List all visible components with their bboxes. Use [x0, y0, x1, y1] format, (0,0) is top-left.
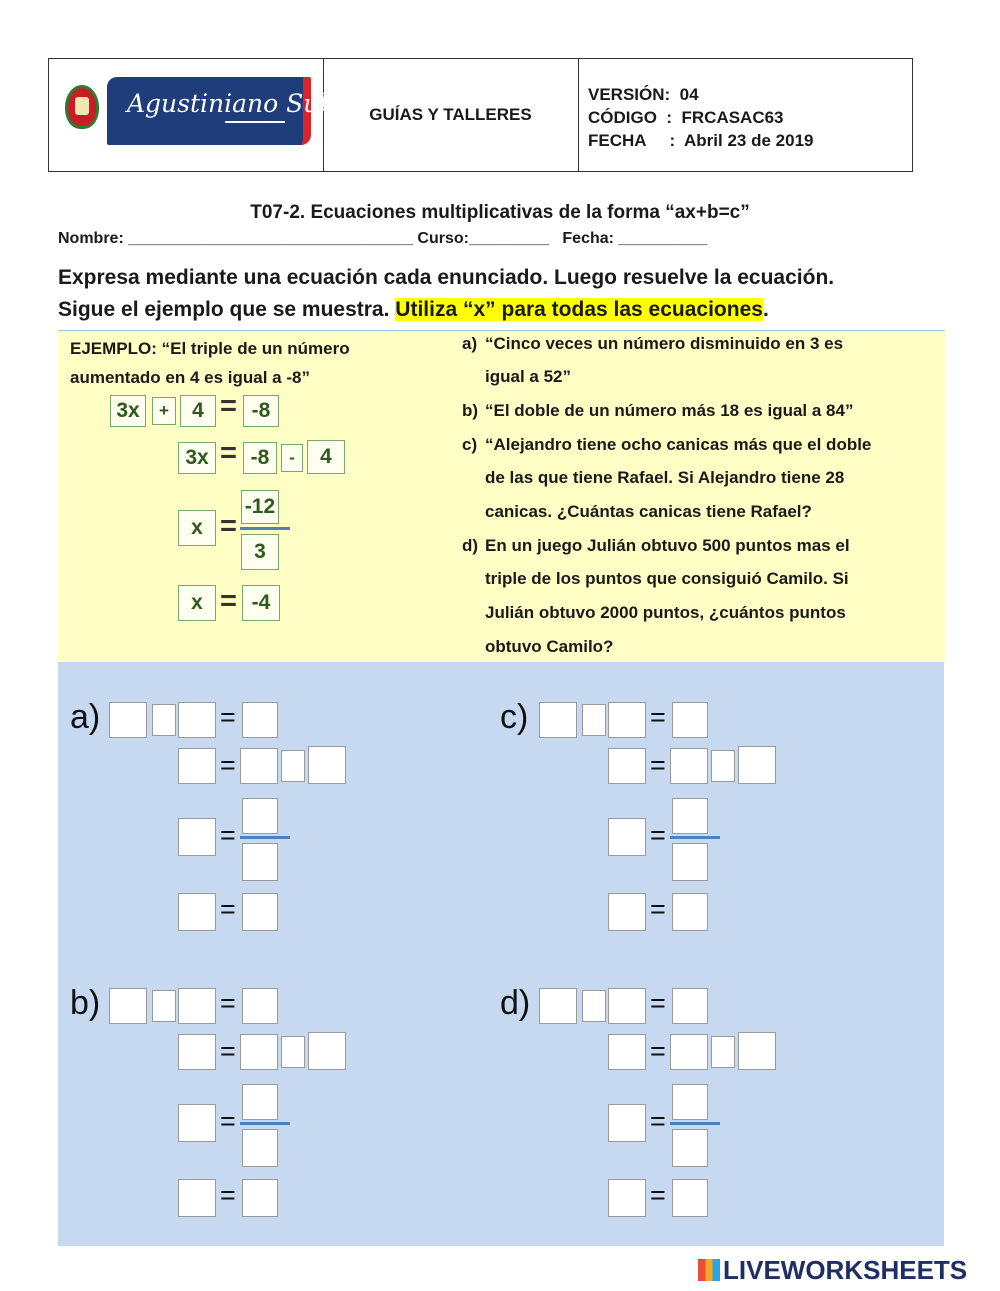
problem-c-line-3: canicas. ¿Cuántas canicas tiene Rafael? [485, 502, 812, 521]
problem-c [462, 428, 871, 462]
answer-d-row2-rhs[interactable] [670, 1034, 708, 1070]
meta-cell [579, 59, 913, 171]
answer-d-row2-const[interactable] [738, 1032, 776, 1070]
answer-d-row3-denominator[interactable] [672, 1129, 708, 1167]
answer-b-row4-rhs[interactable] [242, 1179, 278, 1217]
student-fields: Nombre: ________________________________ Curso:_________ Fecha: __________ [58, 230, 708, 247]
answer-c-fraction-bar [670, 836, 720, 839]
answer-d-label: d) [500, 984, 531, 1022]
example-step4-equals: = [220, 585, 237, 617]
example-step3-numerator: -12 [241, 490, 279, 524]
logo-cell [49, 59, 351, 171]
problem-a-line-2: igual a 52” [485, 367, 571, 386]
example-step3-denominator: 3 [241, 534, 279, 570]
logo-text: Agustiniano Suba [127, 89, 351, 118]
problem-b [462, 394, 853, 428]
answer-c-row3-numerator[interactable] [672, 798, 708, 834]
answer-c-row3-term[interactable] [608, 818, 646, 856]
answer-c-row2-op[interactable] [711, 750, 735, 782]
answer-c-row2-term[interactable] [608, 748, 646, 784]
answer-a-row2-equals: = [220, 750, 236, 780]
section-cell: GUÍAS Y TALLERES [323, 59, 579, 171]
answer-d-row3-term[interactable] [608, 1104, 646, 1142]
answer-d-row4-term[interactable] [608, 1179, 646, 1217]
example-step2-rhs: -8 [243, 442, 277, 474]
answer-b-row4-term[interactable] [178, 1179, 216, 1217]
answer-a-fraction-bar [240, 836, 290, 839]
answer-b-row3-term[interactable] [178, 1104, 216, 1142]
answer-c-row1-equals: = [650, 702, 666, 732]
answer-c-row4-rhs[interactable] [672, 893, 708, 931]
problem-c-line-2: de las que tiene Rafael. Si Alejandro tiene 28 [485, 468, 845, 487]
problem-b-letter: b) [462, 401, 479, 420]
example-step1-rhs: -8 [243, 395, 279, 427]
answer-c-row2-const[interactable] [738, 746, 776, 784]
header-table [48, 58, 913, 172]
answer-a-row3-numerator[interactable] [242, 798, 278, 834]
problem-d-line-3: Julián obtuvo 2000 puntos, ¿cuántos puntos [485, 603, 846, 622]
problem-c-line-1: “Alejandro tiene ocho canicas más que el doble [485, 435, 872, 454]
problem-a-line-1: “Cinco veces un número disminuido en 3 es [485, 334, 844, 353]
answer-b-row1-rhs[interactable] [242, 988, 278, 1024]
answer-c-row1-term[interactable] [539, 702, 577, 738]
answer-d-row1-equals: = [650, 988, 666, 1018]
code-text: CÓDIGO : FRCASAC63 [588, 108, 784, 127]
brand-text: LIVEWORKSHEETS [723, 1255, 968, 1285]
example-step1-equals: = [220, 390, 237, 422]
problem-d-line-1: En un juego Julián obtuvo 500 puntos mas el [485, 536, 850, 555]
answer-a-row2-const[interactable] [308, 746, 346, 784]
answer-c-row1-const[interactable] [608, 702, 646, 738]
answer-a-row1-term[interactable] [109, 702, 147, 738]
answer-d-fraction-bar [670, 1122, 720, 1125]
instruction-end: . [762, 298, 769, 321]
answer-a-row4-rhs[interactable] [242, 893, 278, 931]
answer-a-row4-term[interactable] [178, 893, 216, 931]
answer-d-row1-rhs[interactable] [672, 988, 708, 1024]
instruction-line-2 [58, 294, 834, 326]
answer-b-row1-term[interactable] [109, 988, 147, 1024]
problem-c-letter: c) [462, 435, 478, 454]
answer-b-row1-equals: = [220, 988, 236, 1018]
logo-underline [225, 121, 285, 123]
version-text: VERSIÓN: 04 [588, 85, 699, 104]
school-seal-icon [65, 85, 99, 129]
example-label-line-1: EJEMPLO: “El triple de un número [70, 339, 350, 358]
example-step2-const: 4 [307, 440, 345, 474]
instructions [58, 262, 834, 326]
answer-d-row1-term[interactable] [539, 988, 577, 1024]
answer-b-row1-const[interactable] [178, 988, 216, 1024]
problem-a-letter: a) [462, 334, 478, 353]
problem-d [462, 529, 850, 563]
answer-c-row2-equals: = [650, 750, 666, 780]
answer-a-row2-op[interactable] [281, 750, 305, 782]
answer-b-row2-op[interactable] [281, 1036, 305, 1068]
answer-a-label: a) [70, 698, 101, 736]
answer-a-row1-op[interactable] [152, 704, 176, 736]
instruction-line-1: Expresa mediante una ecuación cada enunciado. Luego resuelve la ecuación. [58, 266, 835, 289]
logo-banner [107, 77, 351, 145]
example-step3-equals: = [220, 510, 237, 542]
answer-c-row1-op[interactable] [582, 704, 606, 736]
answer-d-row4-rhs[interactable] [672, 1179, 708, 1217]
instruction-plain: Sigue el ejemplo que se muestra. [58, 298, 396, 321]
answer-c-label: c) [500, 698, 529, 736]
example-label-line-2: aumentado en 4 es igual a -8” [70, 368, 310, 387]
answer-b-row4-equals: = [220, 1180, 236, 1210]
answer-b-fraction-bar [240, 1122, 290, 1125]
example-label [70, 334, 350, 392]
example-step4-term: x [178, 585, 216, 621]
answer-d-row3-equals: = [650, 1106, 666, 1136]
answer-a-row3-term[interactable] [178, 818, 216, 856]
answer-d-row3-numerator[interactable] [672, 1084, 708, 1120]
answer-d-row4-equals: = [650, 1180, 666, 1210]
answer-b-row3-numerator[interactable] [242, 1084, 278, 1120]
problem-b-line-1: “El doble de un número más 18 es igual a 84” [485, 401, 854, 420]
answer-c-row2-rhs[interactable] [670, 748, 708, 784]
problem-d-line-4: obtuvo Camilo? [485, 637, 614, 656]
answer-b-row3-denominator[interactable] [242, 1129, 278, 1167]
answer-b-row3-equals: = [220, 1106, 236, 1136]
answer-c-row4-term[interactable] [608, 893, 646, 931]
example-step1-op: + [152, 397, 176, 425]
answer-d-row2-term[interactable] [608, 1034, 646, 1070]
example-step4-rhs: -4 [242, 585, 280, 621]
answer-b-row2-term[interactable] [178, 1034, 216, 1070]
answer-b-row1-op[interactable] [152, 990, 176, 1022]
example-step1-term: 3x [110, 395, 146, 427]
answer-a-row4-equals: = [220, 894, 236, 924]
answer-a-row1-equals: = [220, 702, 236, 732]
answer-c-row4-equals: = [650, 894, 666, 924]
answer-a-row1-const[interactable] [178, 702, 216, 738]
example-step2-term: 3x [178, 442, 216, 474]
problem-d-line-2: triple de los puntos que consiguió Camilo. Si [485, 569, 849, 588]
problem-d-letter: d) [462, 536, 479, 555]
answer-d-row1-op[interactable] [582, 990, 606, 1022]
answer-b-row2-rhs[interactable] [240, 1034, 278, 1070]
answer-b-label: b) [70, 984, 101, 1022]
example-step2-equals: = [220, 437, 237, 469]
liveworksheets-logo-icon [698, 1259, 720, 1281]
answer-a-row1-rhs[interactable] [242, 702, 278, 738]
liveworksheets-brand [698, 1255, 967, 1286]
answer-c-row1-rhs[interactable] [672, 702, 708, 738]
answer-c-row3-denominator[interactable] [672, 843, 708, 881]
example-fraction-bar [240, 527, 290, 530]
answer-b-row2-equals: = [220, 1036, 236, 1066]
answer-a-row3-equals: = [220, 820, 236, 850]
answer-d-row2-equals: = [650, 1036, 666, 1066]
problem-a [462, 327, 843, 361]
date-text: FECHA : Abril 23 de 2019 [588, 131, 814, 150]
example-step3-term: x [178, 510, 216, 546]
answer-b-row2-const[interactable] [308, 1032, 346, 1070]
answer-d-row1-const[interactable] [608, 988, 646, 1024]
answer-a-row3-denominator[interactable] [242, 843, 278, 881]
example-step2-op: - [281, 444, 303, 472]
instruction-highlight: Utiliza “x” para todas las ecuaciones [395, 298, 763, 321]
example-step1-const: 4 [180, 395, 216, 427]
answer-c-row3-equals: = [650, 820, 666, 850]
answer-d-row2-op[interactable] [711, 1036, 735, 1068]
answer-a-row2-rhs[interactable] [240, 748, 278, 784]
answer-a-row2-term[interactable] [178, 748, 216, 784]
worksheet-title: T07-2. Ecuaciones multiplicativas de la forma “ax+b=c” [250, 202, 750, 223]
